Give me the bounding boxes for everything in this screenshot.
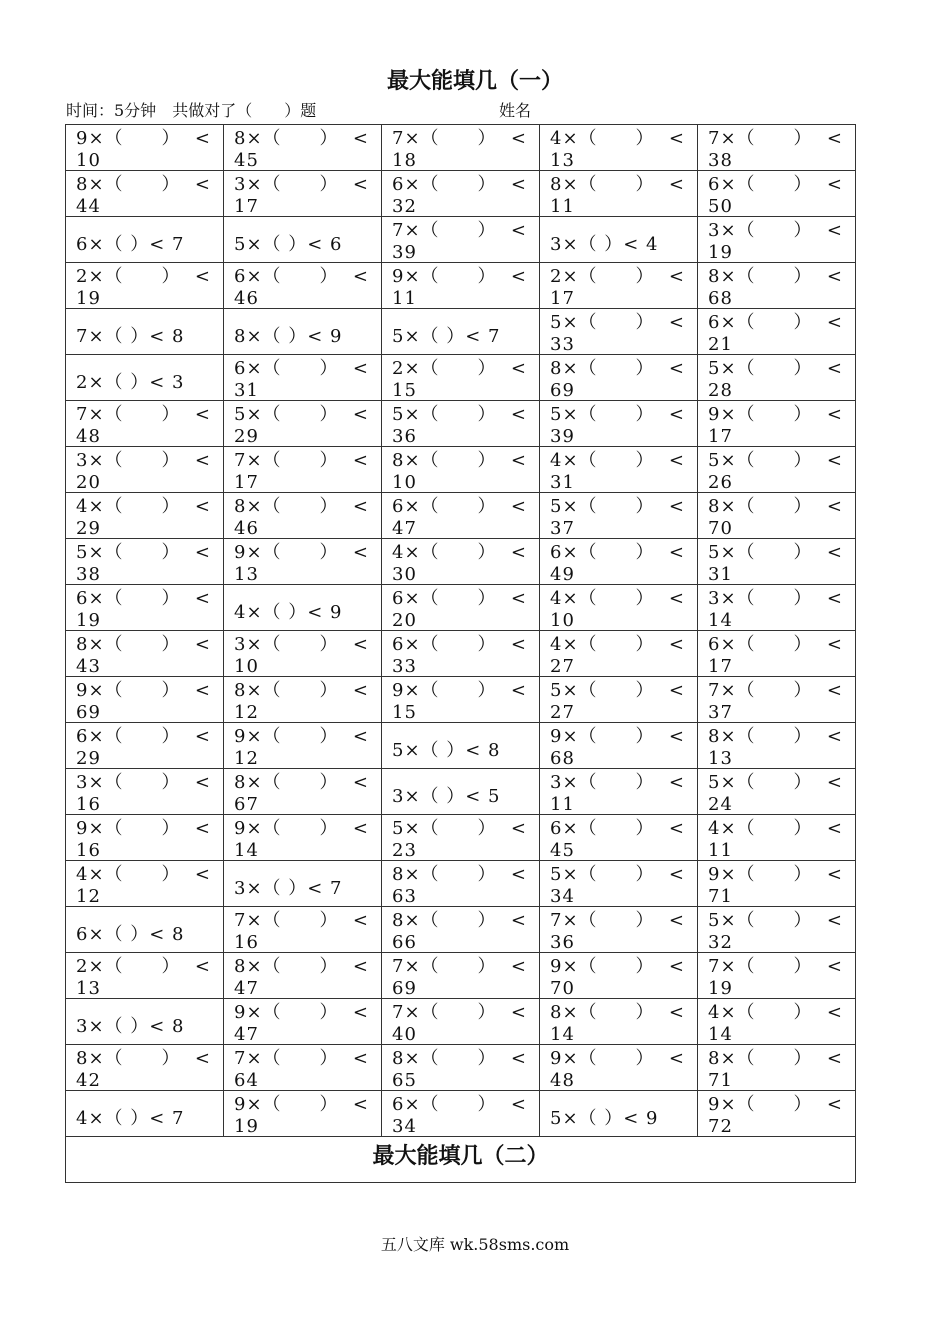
problem-cell: 9×（ ） < 47 bbox=[224, 999, 382, 1045]
problem-cell: 4×（ ） < 14 bbox=[698, 999, 856, 1045]
problem-cell: 5×（ ） < 32 bbox=[698, 907, 856, 953]
problem-row bbox=[66, 907, 856, 953]
problem-cell bbox=[224, 585, 382, 631]
problem-cell: 2×（ ） < 13 bbox=[66, 953, 224, 999]
problem-text: 5×（ ）< 8 bbox=[392, 740, 501, 761]
problem-cell: 6×（ ） < 34 bbox=[382, 1091, 540, 1137]
problem-cell: 5×（ ） < 38 bbox=[66, 539, 224, 585]
problem-cell: 6×（ ） < 19 bbox=[66, 585, 224, 631]
problem-cell: 7×（ ） < 18 bbox=[382, 125, 540, 171]
problem-row bbox=[66, 1091, 856, 1137]
problem-row bbox=[66, 815, 856, 861]
problem-cell bbox=[540, 217, 698, 263]
problem-cell: 8×（ ） < 43 bbox=[66, 631, 224, 677]
problem-row bbox=[66, 263, 856, 309]
problem-row bbox=[66, 999, 856, 1045]
problem-cell: 8×（ ） < 13 bbox=[698, 723, 856, 769]
problem-cell: 9×（ ） < 69 bbox=[66, 677, 224, 723]
worksheet-info bbox=[66, 98, 532, 121]
problem-text: 7×（ ）< 8 bbox=[76, 326, 185, 347]
problem-cell: 3×（ ） < 11 bbox=[540, 769, 698, 815]
problem-text: 4×（ ）< 7 bbox=[76, 1108, 185, 1129]
problem-cell: 5×（ ） < 36 bbox=[382, 401, 540, 447]
problem-cell: 8×（ ） < 10 bbox=[382, 447, 540, 493]
problem-cell: 8×（ ） < 47 bbox=[224, 953, 382, 999]
problem-cell: 6×（ ） < 20 bbox=[382, 585, 540, 631]
problem-text: 5×（ ）< 7 bbox=[392, 326, 501, 347]
problem-cell: 8×（ ） < 12 bbox=[224, 677, 382, 723]
problem-cell bbox=[66, 1091, 224, 1137]
problem-cell: 4×（ ） < 11 bbox=[698, 815, 856, 861]
problem-cell: 9×（ ） < 72 bbox=[698, 1091, 856, 1137]
problem-row bbox=[66, 355, 856, 401]
problem-cell: 8×（ ） < 70 bbox=[698, 493, 856, 539]
problem-cell: 5×（ ） < 27 bbox=[540, 677, 698, 723]
problem-cell: 9×（ ） < 13 bbox=[224, 539, 382, 585]
problem-cell: 5×（ ） < 31 bbox=[698, 539, 856, 585]
problem-row bbox=[66, 769, 856, 815]
problem-cell: 8×（ ） < 69 bbox=[540, 355, 698, 401]
problem-cell: 9×（ ） < 15 bbox=[382, 677, 540, 723]
problem-cell: 8×（ ） < 14 bbox=[540, 999, 698, 1045]
problem-text: 3×（ ）< 8 bbox=[76, 1016, 185, 1037]
problem-cell: 3×（ ） < 10 bbox=[224, 631, 382, 677]
section-two-title-cell bbox=[66, 1137, 856, 1183]
problem-cell: 8×（ ） < 65 bbox=[382, 1045, 540, 1091]
problem-cell: 6×（ ） < 21 bbox=[698, 309, 856, 355]
footer-watermark: 五八文库 wk.58sms.com bbox=[380, 1235, 570, 1254]
problem-cell: 5×（ ） < 39 bbox=[540, 401, 698, 447]
problem-row bbox=[66, 861, 856, 907]
problem-cell: 3×（ ） < 20 bbox=[66, 447, 224, 493]
problem-cell: 8×（ ） < 63 bbox=[382, 861, 540, 907]
problem-row bbox=[66, 217, 856, 263]
problem-cell: 7×（ ） < 69 bbox=[382, 953, 540, 999]
problem-cell: 7×（ ） < 17 bbox=[224, 447, 382, 493]
problem-cell: 9×（ ） < 71 bbox=[698, 861, 856, 907]
problem-text: 3×（ ）< 7 bbox=[234, 878, 343, 899]
problem-row bbox=[66, 171, 856, 217]
problem-cell: 4×（ ） < 13 bbox=[540, 125, 698, 171]
problem-cell: 7×（ ） < 48 bbox=[66, 401, 224, 447]
problem-cell: 9×（ ） < 16 bbox=[66, 815, 224, 861]
problem-cell: 5×（ ） < 37 bbox=[540, 493, 698, 539]
problem-cell bbox=[66, 999, 224, 1045]
problem-text: 3×（ ）< 4 bbox=[550, 234, 659, 255]
problem-row bbox=[66, 953, 856, 999]
problem-row bbox=[66, 631, 856, 677]
problem-row bbox=[66, 723, 856, 769]
problem-cell: 7×（ ） < 37 bbox=[698, 677, 856, 723]
problem-cell: 6×（ ） < 49 bbox=[540, 539, 698, 585]
problem-cell: 5×（ ） < 29 bbox=[224, 401, 382, 447]
problem-cell: 8×（ ） < 44 bbox=[66, 171, 224, 217]
problem-cell: 7×（ ） < 64 bbox=[224, 1045, 382, 1091]
problem-cell: 7×（ ） < 39 bbox=[382, 217, 540, 263]
problem-row bbox=[66, 585, 856, 631]
problem-cell: 9×（ ） < 68 bbox=[540, 723, 698, 769]
name-label: 姓名 bbox=[499, 101, 532, 120]
problem-cell: 5×（ ） < 24 bbox=[698, 769, 856, 815]
problem-cell: 6×（ ） < 17 bbox=[698, 631, 856, 677]
time-label: 时间：5分钟 bbox=[66, 101, 157, 120]
problem-cell: 8×（ ） < 45 bbox=[224, 125, 382, 171]
problem-cell bbox=[382, 723, 540, 769]
problem-table bbox=[65, 124, 856, 1183]
problem-cell: 2×（ ） < 19 bbox=[66, 263, 224, 309]
problem-cell: 7×（ ） < 36 bbox=[540, 907, 698, 953]
problem-cell: 9×（ ） < 48 bbox=[540, 1045, 698, 1091]
problem-cell: 7×（ ） < 40 bbox=[382, 999, 540, 1045]
problem-cell: 4×（ ） < 31 bbox=[540, 447, 698, 493]
problem-text: 5×（ ）< 9 bbox=[550, 1108, 659, 1129]
problem-cell: 5×（ ） < 23 bbox=[382, 815, 540, 861]
problem-cell: 4×（ ） < 12 bbox=[66, 861, 224, 907]
problem-cell: 5×（ ） < 28 bbox=[698, 355, 856, 401]
problem-cell: 8×（ ） < 68 bbox=[698, 263, 856, 309]
page-title: 最大能填几（一） bbox=[386, 69, 563, 94]
problem-cell bbox=[540, 1091, 698, 1137]
problem-cell: 9×（ ） < 70 bbox=[540, 953, 698, 999]
problem-cell: 9×（ ） < 14 bbox=[224, 815, 382, 861]
problem-cell: 8×（ ） < 42 bbox=[66, 1045, 224, 1091]
problem-cell: 5×（ ） < 26 bbox=[698, 447, 856, 493]
problem-cell: 6×（ ） < 50 bbox=[698, 171, 856, 217]
problem-cell: 3×（ ） < 16 bbox=[66, 769, 224, 815]
problem-row bbox=[66, 493, 856, 539]
problem-row bbox=[66, 309, 856, 355]
correct-count-label: 共做对了（ ）题 bbox=[172, 101, 317, 120]
problem-cell: 2×（ ） < 15 bbox=[382, 355, 540, 401]
problem-cell bbox=[66, 217, 224, 263]
problem-text: 6×（ ）< 8 bbox=[76, 924, 185, 945]
problem-cell: 3×（ ） < 14 bbox=[698, 585, 856, 631]
problem-row bbox=[66, 677, 856, 723]
problem-text: 2×（ ）< 3 bbox=[76, 372, 185, 393]
problem-cell: 4×（ ） < 27 bbox=[540, 631, 698, 677]
problem-cell: 6×（ ） < 29 bbox=[66, 723, 224, 769]
problem-cell: 6×（ ） < 45 bbox=[540, 815, 698, 861]
problem-cell: 9×（ ） < 19 bbox=[224, 1091, 382, 1137]
problem-row bbox=[66, 401, 856, 447]
problem-cell: 8×（ ） < 66 bbox=[382, 907, 540, 953]
section-two-title: 最大能填几（二） bbox=[372, 1144, 549, 1169]
problem-text: 3×（ ）< 5 bbox=[392, 786, 501, 807]
problem-cell: 8×（ ） < 71 bbox=[698, 1045, 856, 1091]
problem-cell: 7×（ ） < 16 bbox=[224, 907, 382, 953]
problem-cell: 6×（ ） < 47 bbox=[382, 493, 540, 539]
problem-cell bbox=[382, 309, 540, 355]
problem-cell: 9×（ ） < 10 bbox=[66, 125, 224, 171]
problem-row bbox=[66, 447, 856, 493]
problem-cell: 9×（ ） < 11 bbox=[382, 263, 540, 309]
problem-cell: 2×（ ） < 17 bbox=[540, 263, 698, 309]
problem-cell: 3×（ ） < 19 bbox=[698, 217, 856, 263]
problem-cell: 6×（ ） < 33 bbox=[382, 631, 540, 677]
problem-cell bbox=[66, 355, 224, 401]
problem-cell: 6×（ ） < 31 bbox=[224, 355, 382, 401]
problem-cell: 6×（ ） < 32 bbox=[382, 171, 540, 217]
problem-cell: 4×（ ） < 29 bbox=[66, 493, 224, 539]
problem-cell: 9×（ ） < 12 bbox=[224, 723, 382, 769]
problem-row bbox=[66, 125, 856, 171]
problem-cell: 8×（ ） < 11 bbox=[540, 171, 698, 217]
problem-cell: 6×（ ） < 46 bbox=[224, 263, 382, 309]
problem-cell: 7×（ ） < 38 bbox=[698, 125, 856, 171]
problem-cell: 4×（ ） < 30 bbox=[382, 539, 540, 585]
problem-cell: 9×（ ） < 17 bbox=[698, 401, 856, 447]
problem-text: 4×（ ）< 9 bbox=[234, 602, 343, 623]
problem-text: 6×（ ）< 7 bbox=[76, 234, 185, 255]
problem-cell bbox=[224, 309, 382, 355]
problem-cell: 8×（ ） < 46 bbox=[224, 493, 382, 539]
problem-row bbox=[66, 539, 856, 585]
problem-cell: 4×（ ） < 10 bbox=[540, 585, 698, 631]
problem-cell: 5×（ ） < 34 bbox=[540, 861, 698, 907]
problem-cell: 8×（ ） < 67 bbox=[224, 769, 382, 815]
problem-cell: 5×（ ） < 33 bbox=[540, 309, 698, 355]
problem-cell: 3×（ ） < 17 bbox=[224, 171, 382, 217]
problem-cell: 7×（ ） < 19 bbox=[698, 953, 856, 999]
problem-cell bbox=[66, 907, 224, 953]
problem-cell bbox=[224, 217, 382, 263]
problem-cell bbox=[382, 769, 540, 815]
problem-cell bbox=[224, 861, 382, 907]
problem-cell bbox=[66, 309, 224, 355]
problem-text: 8×（ ）< 9 bbox=[234, 326, 343, 347]
problem-row bbox=[66, 1045, 856, 1091]
problem-text: 5×（ ）< 6 bbox=[234, 234, 343, 255]
